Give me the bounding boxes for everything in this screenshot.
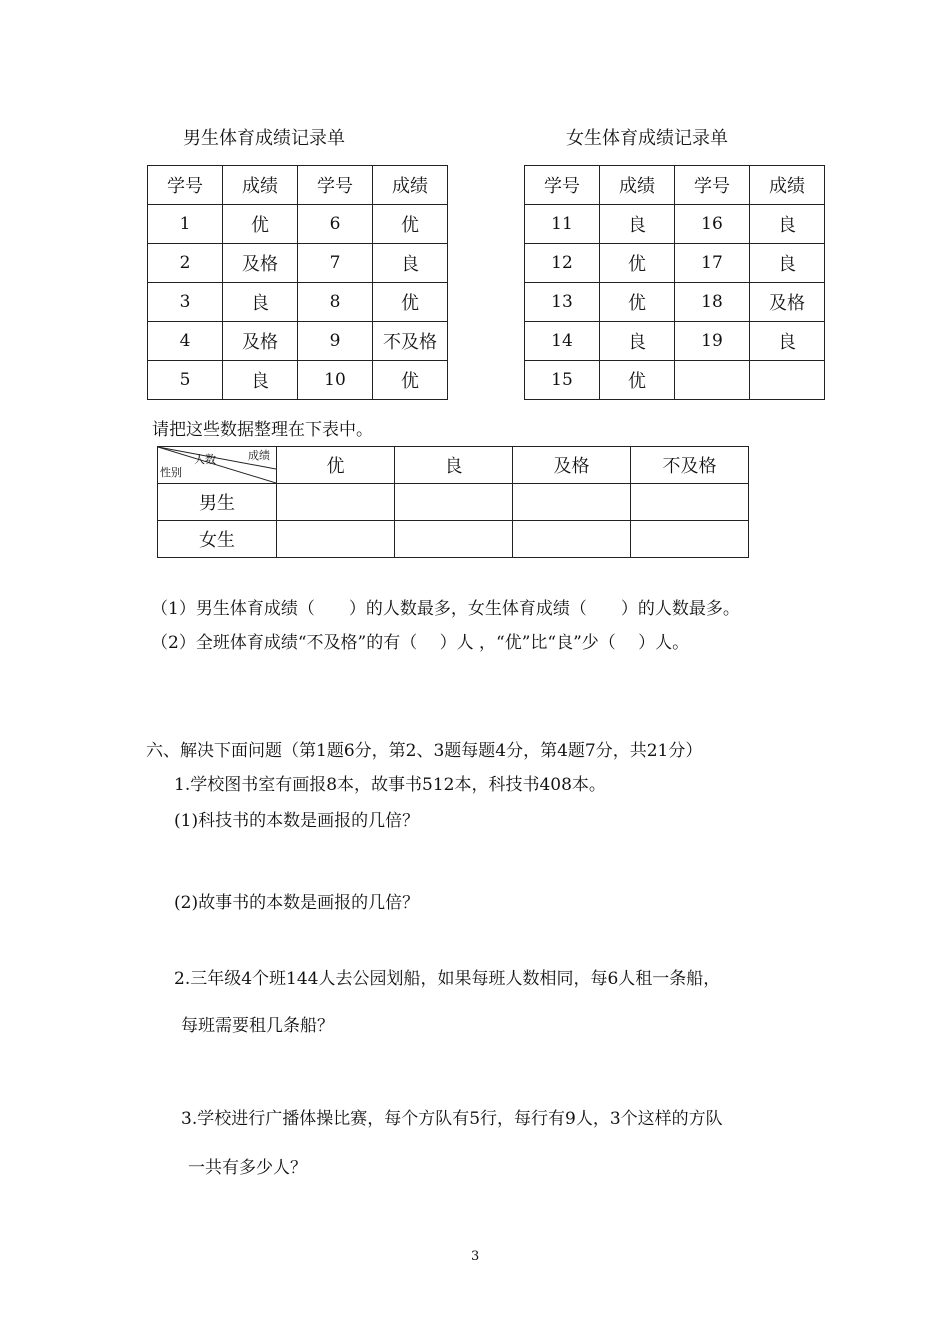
table-cell: 优 [223,205,298,244]
table-row [148,361,448,400]
instruction-text: 请把这些数据整理在下表中。 [152,420,373,440]
table-cell: 13 [525,283,600,322]
table-cell: 1 [148,205,223,244]
problem-2-line-2: 每班需要租几条船？ [181,1016,334,1036]
table-cell: 良 [750,244,825,283]
table-cell: 良 [750,322,825,361]
table-cell: 及格 [750,283,825,322]
section-heading: 六、解决下面问题（第1题6分，第2、3题每题4分，第4题7分，共21分） [146,741,703,761]
corner-label-middle: 人数 [194,453,216,466]
answer-cell[interactable] [395,521,513,558]
header-cell: 优 [277,447,395,484]
table-row [525,361,825,400]
problem-3-line-2: 一共有多少人？ [188,1158,307,1178]
problem-2-line-1: 2.三年级4个班144人去公园划船，如果每班人数相同，每6人租一条船， [174,969,721,989]
table-cell: 9 [298,322,373,361]
table-cell [675,361,750,400]
corner-label-top: 成绩 [248,449,270,462]
table-row [148,283,448,322]
answer-cell[interactable] [513,521,631,558]
table-cell: 不及格 [373,322,448,361]
table-cell: 15 [525,361,600,400]
table-cell: 17 [675,244,750,283]
problem-1: 1.学校图书室有画报8本，故事书512本，科技书408本。 [174,775,606,795]
table-cell: 7 [298,244,373,283]
header-cell: 学号 [298,166,373,205]
problem-1a: (1)科技书的本数是画报的几倍？ [174,811,420,831]
table-cell: 优 [373,283,448,322]
table-cell: 4 [148,322,223,361]
header-cell: 学号 [675,166,750,205]
header-cell: 成绩 [600,166,675,205]
header-cell: 学号 [525,166,600,205]
table-cell: 16 [675,205,750,244]
table-cell: 优 [600,244,675,283]
table-cell: 良 [373,244,448,283]
table-header-row [525,166,825,205]
table-cell: 12 [525,244,600,283]
row-label: 女生 [158,521,277,558]
table-cell: 及格 [223,322,298,361]
table-row [158,484,749,521]
table-header-row [148,166,448,205]
diagonal-header-cell [158,447,277,484]
table-cell: 8 [298,283,373,322]
table-cell: 19 [675,322,750,361]
problem-3-line-1: 3.学校进行广播体操比赛，每个方队有5行，每行有9人，3个这样的方队 [181,1109,723,1129]
table-cell: 良 [223,361,298,400]
table-cell: 2 [148,244,223,283]
table-row [148,244,448,283]
answer-cell[interactable] [277,484,395,521]
summary-table [157,446,749,558]
table-row [158,521,749,558]
table-row [525,283,825,322]
table-cell: 3 [148,283,223,322]
answer-cell[interactable] [277,521,395,558]
table-row [525,244,825,283]
question-2: （2）全班体育成绩“不及格”的有（ ）人 ，“优”比“良”少（ ）人。 [151,633,690,653]
header-cell: 成绩 [373,166,448,205]
girls-table-title: 女生体育成绩记录单 [566,128,728,149]
table-cell: 优 [600,361,675,400]
table-cell [750,361,825,400]
header-cell: 及格 [513,447,631,484]
table-row [148,322,448,361]
girls-record-table [524,165,825,400]
table-cell: 及格 [223,244,298,283]
table-cell: 良 [223,283,298,322]
table-cell: 优 [600,283,675,322]
header-cell: 学号 [148,166,223,205]
table-cell: 6 [298,205,373,244]
answer-cell[interactable] [395,484,513,521]
row-label: 男生 [158,484,277,521]
question-1: （1）男生体育成绩（ ）的人数最多，女生体育成绩（ ）的人数最多。 [151,599,740,619]
header-cell: 不及格 [631,447,749,484]
table-cell: 10 [298,361,373,400]
header-cell: 成绩 [750,166,825,205]
problem-1b: (2)故事书的本数是画报的几倍？ [174,893,420,913]
table-cell: 良 [750,205,825,244]
table-cell: 14 [525,322,600,361]
answer-cell[interactable] [631,484,749,521]
table-cell: 11 [525,205,600,244]
table-cell: 优 [373,205,448,244]
table-header-row [158,447,749,484]
answer-cell[interactable] [631,521,749,558]
header-cell: 成绩 [223,166,298,205]
table-cell: 良 [600,322,675,361]
table-row [525,205,825,244]
table-row [525,322,825,361]
table-cell: 18 [675,283,750,322]
corner-label-bottom: 性别 [160,466,182,479]
boys-record-table [147,165,448,400]
boys-table-title: 男生体育成绩记录单 [183,128,345,149]
table-cell: 优 [373,361,448,400]
table-row [148,205,448,244]
table-cell: 良 [600,205,675,244]
page-number: 3 [471,1249,480,1264]
header-cell: 良 [395,447,513,484]
answer-cell[interactable] [513,484,631,521]
table-cell: 5 [148,361,223,400]
